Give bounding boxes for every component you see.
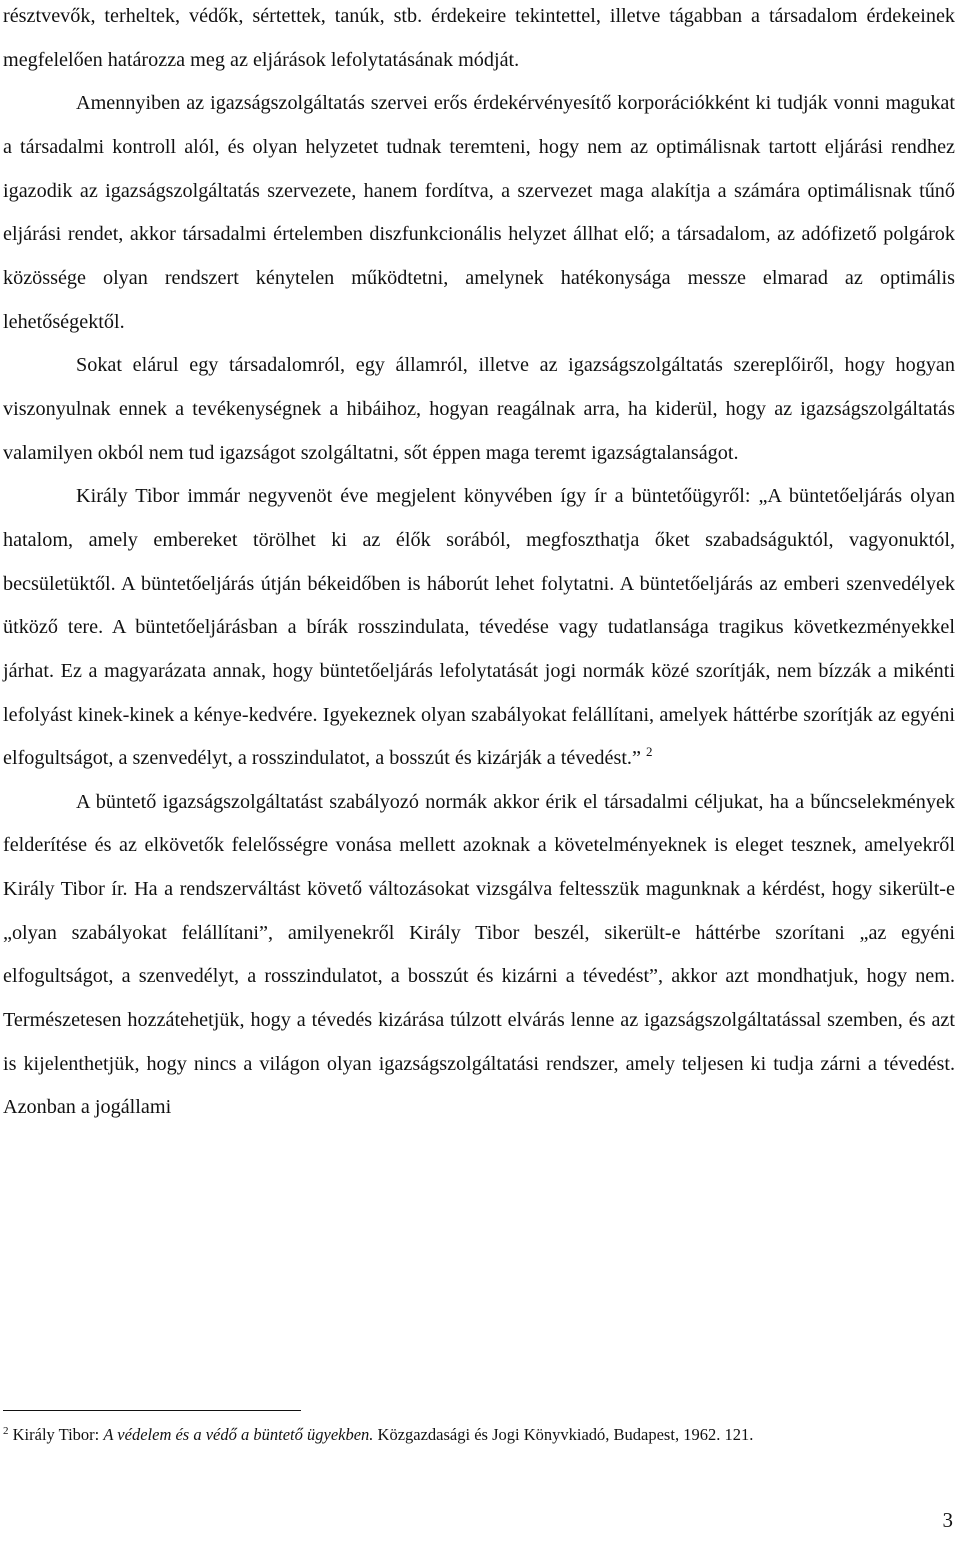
paragraph-criminal-justice-norms: A büntető igazságszolgáltatást szabályozó normák akkor érik el társadalmi céljukat, ha a bűncselekmények felderítése és az elkövetők felelősségre vonása mellett azoknak a követelményeknek is eleget tesznek, amelyekről Király Tibor ír. Ha a rendszerváltást követő változásokat vizsgálva feltesszük magunknak a kérdést, hogy sikerült-e „olyan szabályokat felállítani”, amilyenekről Király Tibor beszél, sikerült-e háttérbe szorítani „az egyéni elfogultságot, a szenvedélyt, a rosszindulatot, a bosszút és kizárni a tévedést”, akkor azt mondhatjuk, hogy nem. Természetesen hozzátehetjük, hogy a tévedés kizárása túlzott elvárás lenne az igazságszolgáltatással szemben, és azt is kijelenthetjük, hogy nincs a világon olyan igazságszolgáltatási rendszer, amely teljesen ki tudja zárni a tévedést. Azonban a jogállami xyxy=(3,790,955,1119)
footnote-book-title: A védelem és a védő a büntető ügyekben. xyxy=(103,1425,374,1444)
paragraph-court-corporations: Amennyiben az igazságszolgáltatás szervei erős érdekérvényesítő korporációkként ki tudják vonni magukat a társadalmi kontroll alól, és olyan helyzetet tudnak teremteni, hogy nem az optimálisnak tartott eljárási rendhez igazodik az igazságszolgáltatás szervezete, hanem fordítva, a szervezet maga alakítja a számára optimálisnak tűnő eljárási rendet, akkor társadalmi értelemben diszfunkcionális helyzet állhat elő; a társadalom, az adófizető polgárok közössége olyan rendszert kénytelen működtetni, amelynek hatékonysága messze elmarad az optimális lehetőségektől. xyxy=(3,92,955,333)
quote-text: Király Tibor immár negyvenöt éve megjelent könyvében így ír a büntetőügyről: „A büntetőeljárás olyan hatalom, amely embereket törölhet ki az élők sorából, megfoszthatja őket szabadságuktól, vagyonuktól, becsületüktől. A büntetőeljárás útján békeidőben is háborút lehet folytatni. A büntetőeljárás az emberi szenvedélyek ütköző tere. A büntetőeljárásban a bírák rosszindulata, tévedése vagy tudatlansága tragikus következményekkel járhat. Ez a magyarázata annak, hogy büntetőeljárás lefolytatását jogi normák közé szorítják, nem bízzák a mikénti lefolyást kinek-kinek a kénye-kedvére. Igyekeznek olyan szabályokat felállítani, amelyek háttérbe szorítják az egyéni elfogultságot, a szenvedélyt, a rosszindulatot, a bosszút és kizárják a tévedést.” xyxy=(3,485,955,770)
page-number: 3 xyxy=(942,1508,953,1532)
footnote-publication: Közgazdasági és Jogi Könyvkiadó, Budapest, 1962. 121. xyxy=(377,1425,754,1444)
paragraph-kiraly-quote xyxy=(3,475,955,781)
footnote-author: Király Tibor: xyxy=(12,1425,100,1444)
paragraph-continuation: résztvevők, terheltek, védők, sértettek, tanúk, stb. érdekeire tekintettel, illetve tágabban a társadalom érdekeinek megfelelően határozza meg az eljárások lefolytatásának módját. xyxy=(3,5,955,71)
footnote-reference[interactable]: 2 xyxy=(645,744,653,760)
paragraph-society-errors: Sokat elárul egy társadalomról, egy államról, illetve az igazságszolgáltatás szereplőiről, hogy hogyan viszonyulnak ennek a tevékenységnek a hibáihoz, hogyan reagálnak arra, ha kiderül, hogy az igazságszolgáltatás valamilyen okból nem tud igazságot szolgáltatni, sőt éppen maga teremt igazságtalanságot. xyxy=(3,354,955,464)
footnote-separator xyxy=(3,1410,301,1411)
footnote-number: 2 xyxy=(3,1425,9,1437)
footnote xyxy=(3,1422,955,1448)
body-text xyxy=(3,0,955,1130)
